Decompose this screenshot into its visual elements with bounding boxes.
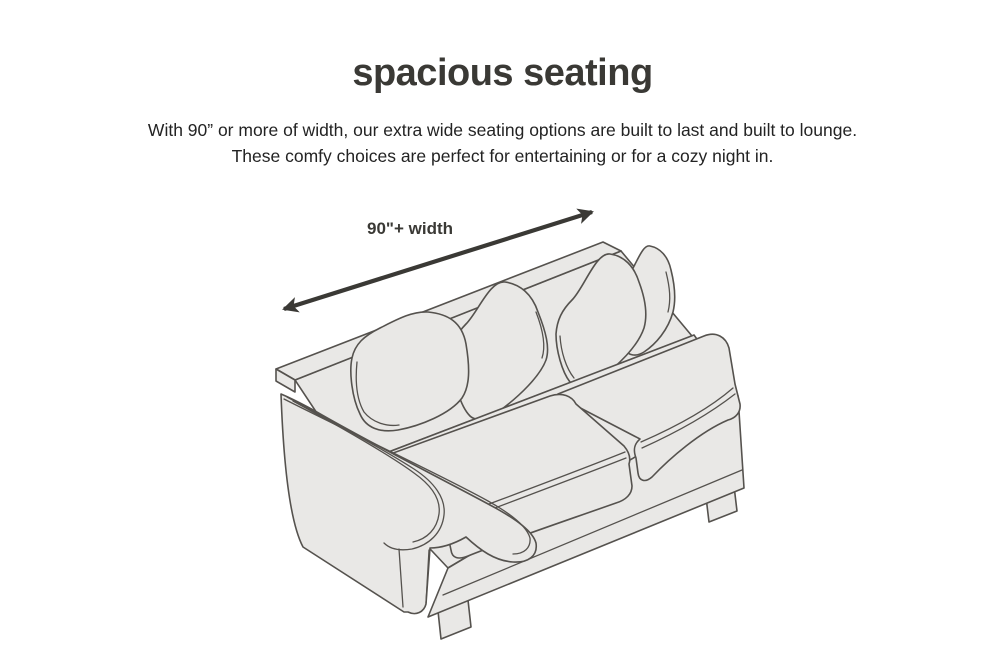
description-line-2: These comfy choices are perfect for entertaining or for a cozy night in. — [231, 146, 774, 166]
dimension-arrow-label: 90"+ width — [367, 219, 453, 238]
page-title: spacious seating — [352, 52, 653, 94]
description-line-1: With 90” or more of width, our extra wide seating options are built to last and built to lounge. — [147, 120, 858, 140]
sofa-line-drawing — [276, 242, 744, 639]
